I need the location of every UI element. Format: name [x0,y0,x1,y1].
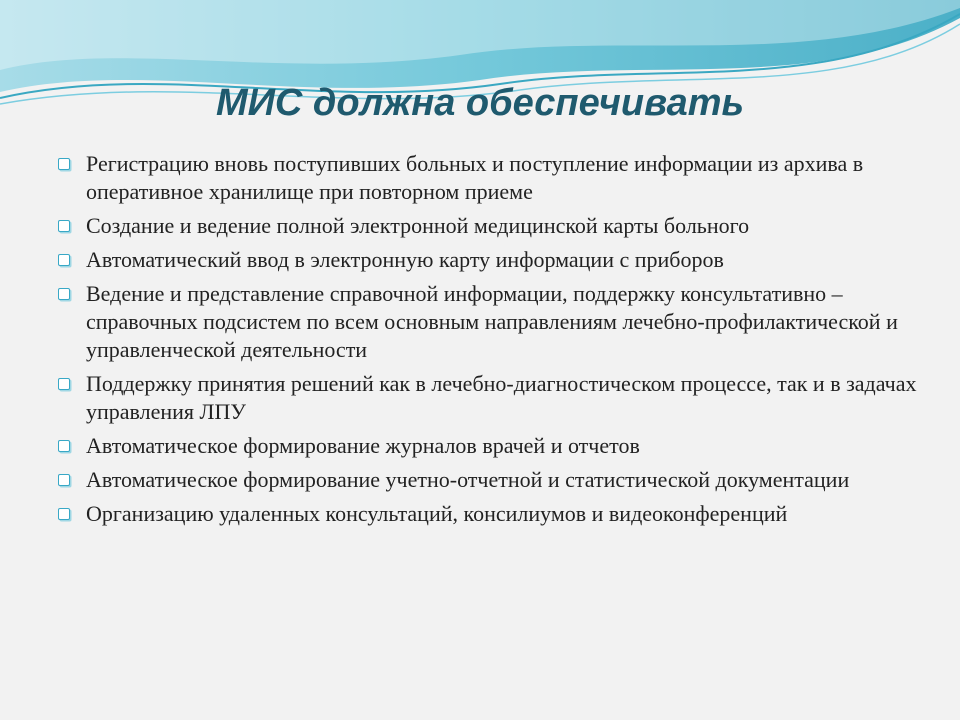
bullet-text: Автоматическое формирование учетно-отчетной и статистической документации [86,467,850,492]
bullet-list [58,150,918,534]
checkbox-bullet-icon [58,440,70,452]
slide-title: МИС должна обеспечивать [215,82,745,124]
checkbox-bullet-icon [58,508,70,520]
bullet-text: Организацию удаленных консультаций, консилиумов и видеоконференций [86,501,788,526]
checkbox-bullet-icon [58,378,70,390]
bullet-text: Регистрацию вновь поступивших больных и поступление информации из архива в оперативное хранилище при повторном приеме [86,151,864,204]
list-item [58,500,918,528]
checkbox-bullet-icon [58,474,70,486]
list-item [58,370,918,426]
bullet-text: Ведение и представление справочной информации, поддержку консультативно – справочных подсистем по всем основным направлениям лечебно-профилактической и управленческой деятельности [86,281,898,362]
list-item [58,150,918,206]
bullet-text: Поддержку принятия решений как в лечебно-диагностическом процессе, так и в задачах управления ЛПУ [86,371,917,424]
checkbox-bullet-icon [58,288,70,300]
checkbox-bullet-icon [58,158,70,170]
bullet-text: Автоматическое формирование журналов врачей и отчетов [86,433,640,458]
list-item [58,246,918,274]
checkbox-bullet-icon [58,254,70,266]
list-item [58,280,918,364]
list-item [58,432,918,460]
bullet-text: Автоматический ввод в электронную карту информации с приборов [86,247,724,272]
bullet-text: Создание и ведение полной электронной медицинской карты больного [86,213,750,238]
list-item [58,212,918,240]
checkbox-bullet-icon [58,220,70,232]
list-item [58,466,918,494]
